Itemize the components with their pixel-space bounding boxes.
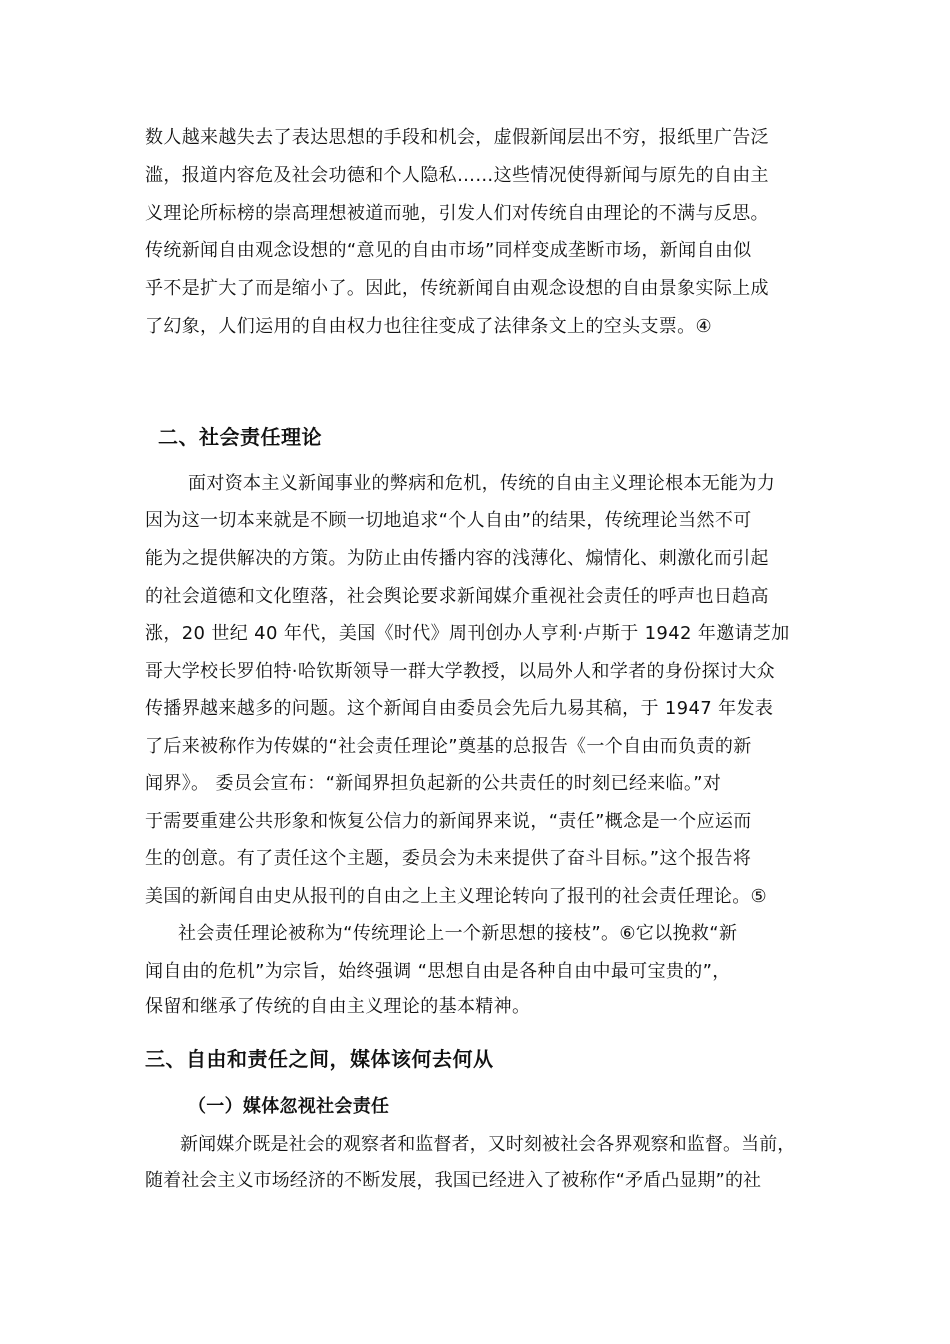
text-line: 传统新闻自由观念设想的“意见的自由市场”同样变成垄断市场，新闻自由似 — [145, 240, 752, 261]
text-line: 哥大学校长罗伯特·哈钦斯领导一群大学教授，以局外人和学者的身份探讨大众 — [145, 661, 775, 682]
text-line: 随着社会主义市场经济的不断发展，我国已经进入了被称作“矛盾凸显期”的社 — [145, 1170, 762, 1191]
text-line: 闻自由的危机”为宗旨，始终强调 “思想自由是各种自由中最可宝贵的”， — [145, 961, 731, 982]
text-line: 涨，20 世纪 40 年代，美国《时代》周刊创办人亨利·卢斯于 1942 年邀请芝加 — [145, 623, 790, 644]
section-heading: 二、社会责任理论 — [158, 425, 322, 449]
text-line: 于需要重建公共形象和恢复公信力的新闻界来说，“责任”概念是一个应运而 — [145, 811, 752, 832]
text-line: 保留和继承了传统的自由主义理论的基本精神。 — [145, 996, 531, 1017]
text-line: 美国的新闻自由史从报刊的自由之上主义理论转向了报刊的社会责任理论。⑤ — [145, 886, 768, 907]
text-line: 能为之提供解决的方策。为防止由传播内容的浅薄化、煽情化、刺激化而引起 — [145, 548, 769, 569]
text-line: 生的创意。有了责任这个主题，委员会为未来提供了奋斗目标。”这个报告将 — [145, 848, 752, 869]
text-line: 因为这一切本来就是不顾一切地追求“个人自由”的结果，传统理论当然不可 — [145, 510, 752, 531]
text-line: 数人越来越失去了表达思想的手段和机会，虚假新闻层出不穷，报纸里广告泛 — [145, 127, 769, 148]
text-line: 社会责任理论被称为“传统理论上一个新思想的接枝”。⑥它以挽救“新 — [178, 923, 738, 944]
text-line: 传播界越来越多的问题。这个新闻自由委员会先后九易其稿，于 1947 年发表 — [145, 698, 774, 719]
text-line: 面对资本主义新闻事业的弊病和危机，传统的自由主义理论根本无能为力 — [188, 473, 776, 494]
text-line: 闻界》。 委员会宣布：“新闻界担负起新的公共责任的时刻已经来临。”对 — [145, 773, 722, 794]
text-line: 了后来被称作为传媒的“社会责任理论”奠基的总报告《一个自由而负责的新 — [145, 736, 752, 757]
section-heading: 三、自由和责任之间，媒体该何去何从 — [145, 1047, 494, 1071]
text-line: 义理论所标榜的崇高理想被道而驰，引发人们对传统自由理论的不满与反思。 — [145, 203, 769, 224]
text-line: 乎不是扩大了而是缩小了。因此，传统新闻自由观念设想的自由景象实际上成 — [145, 278, 769, 299]
text-line: 的社会道德和文化堕落，社会舆论要求新闻媒介重视社会责任的呼声也日趋高 — [145, 586, 769, 607]
text-line: 了幻象，人们运用的自由权力也往往变成了法律条文上的空头支票。④ — [145, 316, 712, 337]
subsection-heading: （一）媒体忽视社会责任 — [188, 1096, 390, 1117]
text-line: 新闻媒介既是社会的观察者和监督者，又时刻被社会各界观察和监督。当前， — [180, 1134, 796, 1155]
text-line: 滥，报道内容危及社会功德和个人隐私……这些情况使得新闻与原先的自由主 — [145, 165, 769, 186]
